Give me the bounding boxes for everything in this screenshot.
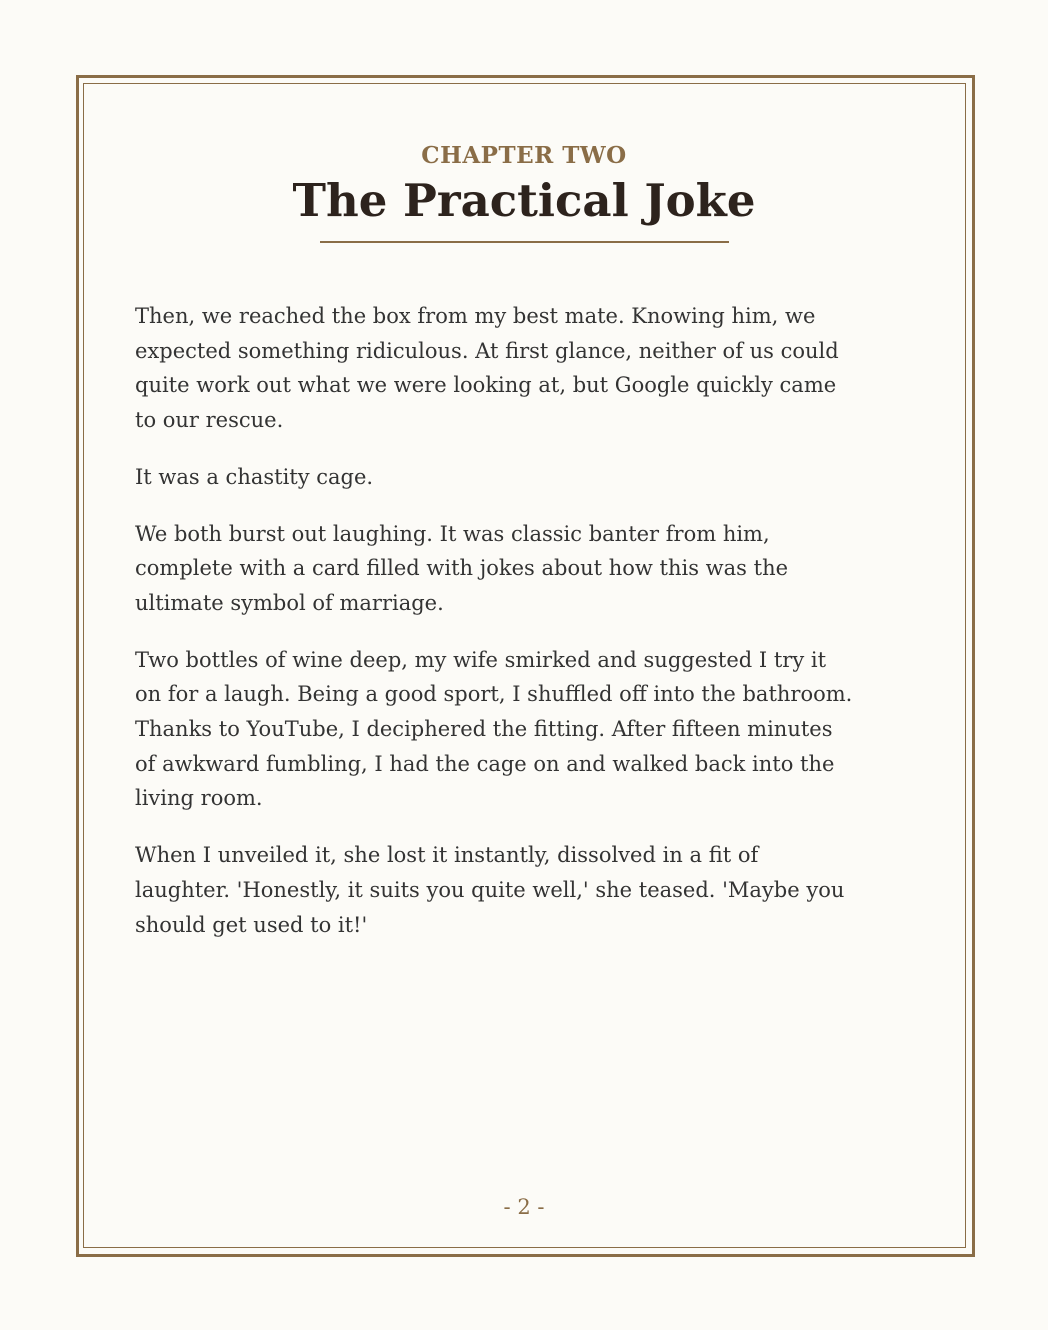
paragraph: We both burst out laughing. It was classic banter from him, complete with a card filled with jokes about how this was the ultimate symbol of marriage. bbox=[135, 521, 789, 615]
paragraph: Two bottles of wine deep, my wife smirked and suggested I try it on for a laugh. Being a good sport, I shuffled off into the bathroom. Thanks to YouTube, I deciphered the fitting. After fifteen minutes of awkward fumbling, I had the cage on and walked back into the living room. bbox=[135, 647, 853, 811]
chapter-body bbox=[135, 299, 855, 964]
chapter-title: The Practical Joke bbox=[292, 174, 756, 227]
page-number: - 2 - bbox=[503, 1195, 545, 1219]
paragraph: It was a chastity cage. bbox=[135, 464, 374, 489]
title-divider bbox=[320, 241, 729, 243]
paragraph: Then, we reached the box from my best mate. Knowing him, we expected something ridiculous. At first glance, neither of us could quite work out what we were looking at, but Google quickly came to our rescue. bbox=[135, 304, 839, 433]
paragraph: When I unveiled it, she lost it instantly, dissolved in a fit of laughter. 'Honestly, it suits you quite well,' she teased. 'Maybe you should get used to it!' bbox=[135, 843, 845, 937]
chapter-label: CHAPTER TWO bbox=[421, 142, 627, 169]
